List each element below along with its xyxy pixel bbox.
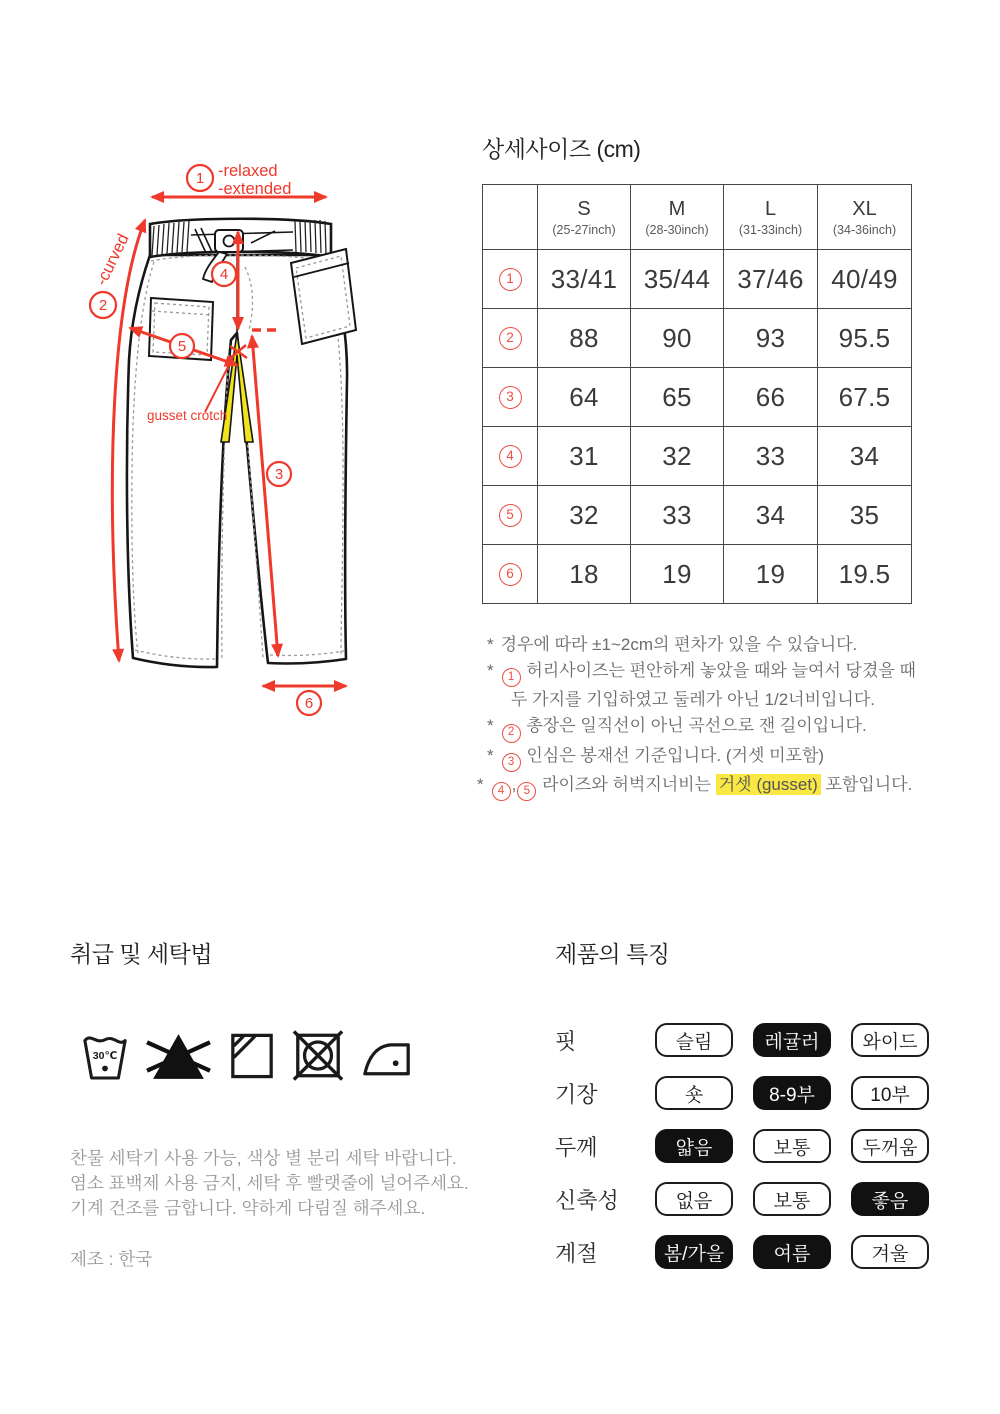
- feature-pill: 레귤러: [753, 1023, 831, 1057]
- size-value-cell: 37/46: [724, 250, 818, 309]
- size-letter: S: [577, 197, 591, 220]
- note-line: [477, 772, 927, 801]
- note-line: [487, 632, 927, 658]
- size-value-cell: 67.5: [818, 368, 912, 427]
- feature-label: 계절: [555, 1240, 598, 1266]
- size-value-cell: 95.5: [818, 309, 912, 368]
- note-asterisk: *: [487, 716, 494, 736]
- curved-label: -curved: [92, 231, 133, 289]
- feature-pill: 두꺼움: [851, 1129, 929, 1163]
- feature-label: 신축성: [555, 1187, 619, 1213]
- marker-3: [267, 462, 291, 486]
- size-value-cell: 65: [631, 368, 724, 427]
- size-value-cell: 35/44: [631, 250, 724, 309]
- row-marker-circle: 5: [499, 504, 522, 527]
- size-value-cell: 31: [538, 427, 631, 486]
- note-asterisk: *: [487, 745, 494, 765]
- size-value-cell: 32: [538, 486, 631, 545]
- row-marker-circle: 4: [499, 445, 522, 468]
- table-row: [483, 545, 912, 604]
- row-marker-cell: [483, 250, 538, 309]
- feature-row: [555, 1076, 929, 1110]
- feature-pill: 겨울: [851, 1235, 929, 1269]
- relaxed-label: -relaxed: [218, 162, 278, 180]
- marker-2: [90, 292, 116, 318]
- note-asterisk: *: [487, 661, 494, 680]
- table-corner-cell: [483, 185, 538, 250]
- size-value-cell: 34: [818, 427, 912, 486]
- feature-pill: 봄/가을: [655, 1235, 733, 1269]
- right-pocket: [291, 249, 356, 344]
- size-value-cell: 19: [631, 545, 724, 604]
- feature-pill: 여름: [753, 1235, 831, 1269]
- country-of-origin: 제조 : 한국: [70, 1249, 153, 1269]
- svg-text:1: 1: [195, 170, 205, 187]
- size-value-cell: 40/49: [818, 250, 912, 309]
- size-value-cell: 64: [538, 368, 631, 427]
- note-text: 총장은 일직선이 아닌 곡선으로 잰 길이입니다.: [521, 716, 867, 736]
- size-table-header: [483, 185, 912, 250]
- note-line: [487, 713, 927, 742]
- care-line: 기계 건조를 금합니다. 약하게 다림질 해주세요.: [70, 1198, 426, 1218]
- do-not-bleach-icon: [145, 1029, 212, 1082]
- feature-row: [555, 1235, 929, 1269]
- note-text: 인심은 봉재선 기준입니다. (거셋 미포함): [521, 745, 825, 765]
- care-line: 염소 표백제 사용 금지, 세탁 후 빨랫줄에 널어주세요.: [70, 1173, 469, 1193]
- marker-4: [212, 262, 236, 286]
- svg-text:5: 5: [177, 338, 187, 355]
- svg-text:30℃: 30℃: [92, 1049, 118, 1062]
- feature-options: [655, 1023, 929, 1057]
- size-value-cell: 88: [538, 309, 631, 368]
- note-asterisk: *: [477, 774, 484, 794]
- marker-1: [187, 165, 213, 191]
- size-value-cell: 18: [538, 545, 631, 604]
- size-inch-range: (25-27inch): [552, 222, 616, 237]
- row-marker-cell: [483, 309, 538, 368]
- feature-pill: 슬림: [655, 1023, 733, 1057]
- size-inch-range: (34-36inch): [832, 222, 897, 237]
- row-marker-circle: 3: [499, 386, 522, 409]
- extended-label: -extended: [218, 180, 292, 198]
- feature-options: [655, 1182, 929, 1216]
- note-marker-circle: 5: [517, 782, 536, 801]
- marker-5: [170, 334, 194, 358]
- size-value-cell: 34: [724, 486, 818, 545]
- feature-pill: 보통: [753, 1182, 831, 1216]
- marker-6: [297, 691, 321, 715]
- size-letter: L: [764, 197, 777, 220]
- row-marker-circle: 1: [499, 268, 522, 291]
- note-line: [487, 658, 927, 687]
- care-line: 찬물 세탁기 사용 가능, 색상 별 분리 세탁 바랍니다.: [70, 1148, 457, 1168]
- care-instructions: [70, 1146, 469, 1221]
- note-line: [511, 687, 927, 713]
- feature-pill: 와이드: [851, 1023, 929, 1057]
- svg-text:3: 3: [274, 466, 284, 483]
- row-marker-cell: [483, 545, 538, 604]
- svg-text:4: 4: [219, 266, 229, 283]
- size-table: [482, 184, 912, 604]
- feature-row: [555, 1182, 929, 1216]
- feature-row: [555, 1023, 929, 1057]
- feature-pill: 보통: [753, 1129, 831, 1163]
- table-row: [483, 486, 912, 545]
- row-marker-cell: [483, 368, 538, 427]
- dry-in-shade-icon: [229, 1029, 275, 1082]
- feature-label: 핏: [555, 1028, 577, 1054]
- feature-pill: 8-9부: [753, 1076, 831, 1110]
- note-marker-circle: 2: [502, 724, 521, 743]
- size-inch-range: (28-30inch): [645, 222, 709, 237]
- feature-label: 기장: [555, 1081, 598, 1107]
- note-text: 두 가지를 기입하였고 둘레가 아닌 1/2너비입니다.: [511, 690, 875, 710]
- row-marker-cell: [483, 427, 538, 486]
- note-asterisk: *: [487, 635, 494, 654]
- note-text: 라이즈와 허벅지너비는: [537, 774, 716, 794]
- row-marker-circle: 6: [499, 563, 522, 586]
- feature-options: [655, 1235, 929, 1269]
- note-text: 허리사이즈는 편안하게 놓았을 때와 늘여서 당겼을 때: [521, 661, 916, 680]
- feature-pill: 숏: [655, 1076, 733, 1110]
- feature-pill: 얇음: [655, 1129, 733, 1163]
- row-marker-circle: 2: [499, 327, 522, 350]
- table-row: [483, 427, 912, 486]
- gusset-highlight-text: 거셋 (gusset): [716, 774, 821, 795]
- feature-row: [555, 1129, 929, 1163]
- size-value-cell: 33: [724, 427, 818, 486]
- feature-pill: 10부: [851, 1076, 929, 1110]
- size-value-cell: 33/41: [538, 250, 631, 309]
- note-line: [487, 743, 927, 772]
- features-section-title: 제품의 특징: [555, 941, 670, 967]
- size-letter: XL: [852, 197, 877, 220]
- laundry-care-icons: [82, 1029, 413, 1082]
- size-value-cell: 19.5: [818, 545, 912, 604]
- note-text: ,: [511, 774, 517, 794]
- size-column-header: [631, 185, 724, 250]
- size-column-header: [538, 185, 631, 250]
- care-section-title: 취급 및 세탁법: [70, 941, 213, 967]
- svg-text:6: 6: [304, 695, 314, 712]
- note-text: 경우에 따라 ±1~2cm의 편차가 있을 수 있습니다.: [500, 635, 858, 654]
- feature-options: [655, 1076, 929, 1110]
- product-features: [555, 1023, 929, 1288]
- size-inch-range: (31-33inch): [738, 222, 803, 237]
- feature-options: [655, 1129, 929, 1163]
- table-row: [483, 309, 912, 368]
- size-value-cell: 66: [724, 368, 818, 427]
- size-table-title: 상세사이즈 (cm): [482, 136, 641, 162]
- pants-measurement-diagram: [55, 140, 415, 740]
- size-table-header-row: [483, 185, 912, 250]
- feature-pill: 없음: [655, 1182, 733, 1216]
- size-table-body: [483, 250, 912, 604]
- note-marker-circle: 3: [502, 753, 521, 772]
- pants-drawing: [127, 219, 356, 667]
- note-text: 포함입니다.: [820, 774, 913, 794]
- row-marker-cell: [483, 486, 538, 545]
- size-notes: [477, 632, 927, 801]
- feature-label: 두께: [555, 1134, 598, 1160]
- do-not-tumble-dry-icon: [292, 1029, 344, 1082]
- size-column-header: [818, 185, 912, 250]
- note-marker-circle: 1: [502, 668, 521, 687]
- gusset-crotch-label: gusset crotch: [147, 408, 228, 423]
- table-row: [483, 368, 912, 427]
- feature-pill: 좋음: [851, 1182, 929, 1216]
- size-value-cell: 93: [724, 309, 818, 368]
- table-row: [483, 250, 912, 309]
- note-marker-circle: 4: [492, 782, 511, 801]
- size-value-cell: 32: [631, 427, 724, 486]
- size-value-cell: 90: [631, 309, 724, 368]
- iron-low-heat-icon: [361, 1029, 413, 1082]
- svg-text:2: 2: [98, 297, 108, 314]
- size-letter: M: [668, 197, 686, 220]
- size-value-cell: 35: [818, 486, 912, 545]
- size-value-cell: 33: [631, 486, 724, 545]
- size-column-header: [724, 185, 818, 250]
- size-value-cell: 19: [724, 545, 818, 604]
- wash-30c-icon: [82, 1029, 128, 1082]
